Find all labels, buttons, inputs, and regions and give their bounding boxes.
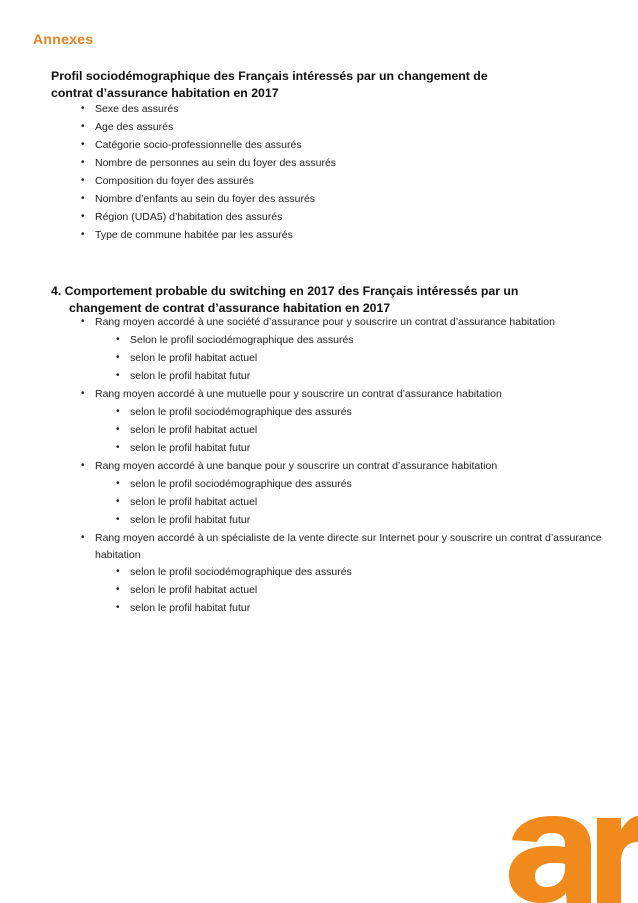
section-2-title-line2: changement de contrat d’assurance habitation en 2017 (69, 301, 391, 315)
section-2-title (51, 283, 611, 317)
section-1-title-line2: contrat d’assurance habitation en 2017 (51, 86, 279, 100)
list-item: • Type de commune habitée par les assurés (81, 229, 293, 241)
list-item: • Rang moyen accordé à une mutuelle pour y souscrire un contrat d’assurance habitation • selon le profil sociodémographique des assurés • selon le profil habitat actuel • selon le profil habitat futur (81, 386, 611, 457)
sub-list (95, 403, 611, 457)
sub-list-item: • selon le profil habitat actuel (116, 584, 258, 596)
list-item: • Age des assurés (81, 121, 174, 133)
sub-list (95, 331, 611, 385)
list-item: • Composition du foyer des assurés (81, 175, 254, 187)
sub-list-item: • selon le profil sociodémographique des assurés (116, 405, 352, 418)
sub-list-item: • selon le profil habitat actuel (116, 423, 258, 436)
list-item: • Rang moyen accordé à une banque pour y souscrire un contrat d’assurance habitation • selon le profil sociodémographique des assurés • selon le profil habitat actuel • selon le profil habitat futur (81, 458, 611, 529)
list-item: • Rang moyen accordé à une société d’assurance pour y souscrire un contrat d’assurance habitation • Selon le profil sociodémographique des assurés • selon le profil habitat actuel • selon le profil habitat futur (81, 314, 611, 385)
sub-list-item: • selon le profil habitat actuel (116, 495, 258, 508)
sub-list-item: • selon le profil habitat futur (116, 513, 251, 526)
sub-list-item: • selon le profil sociodémographique des assurés (116, 477, 352, 490)
section-1-title-line1: Profil sociodémographique des Français intéressés par un changement de (51, 69, 488, 83)
sub-list (95, 563, 611, 617)
sub-list-item: • Selon le profil sociodémographique des assurés (116, 333, 354, 346)
page-title: Annexes (33, 31, 94, 47)
sub-list (95, 475, 611, 529)
list-item: • Nombre de personnes au sein du foyer des assurés (81, 157, 337, 169)
list-item: • Sexe des assurés (81, 103, 179, 115)
list-item: • Catégorie socio-professionnelle des assurés (81, 139, 302, 151)
sub-list-item: • selon le profil habitat futur (116, 441, 251, 454)
list-item: • Rang moyen accordé à un spécialiste de la vente directe sur Internet pour y souscrire un contrat d’assurance habitation • selon le profil sociodémographique des assurés • selon le profil habitat actuel • selon le profil habitat futur (81, 530, 611, 617)
section-1-title (51, 68, 591, 102)
sub-list-item: • selon le profil sociodémographique des assurés (116, 566, 352, 578)
list-item: • Nombre d’enfants au sein du foyer des assurés (81, 193, 316, 205)
sub-list-item: • selon le profil habitat futur (116, 602, 251, 614)
sub-list-item: • selon le profil habitat actuel (116, 351, 258, 364)
list-item: • Région (UDA5) d’habitation des assurés (81, 211, 283, 223)
ar-logo-icon (507, 810, 638, 903)
section-2-list (81, 314, 611, 619)
sub-list-item: • selon le profil habitat futur (116, 369, 251, 382)
section-2-title-line1: 4. Comportement probable du switching en 2017 des Français intéressés par un (51, 284, 519, 298)
section-1-list (81, 100, 581, 244)
